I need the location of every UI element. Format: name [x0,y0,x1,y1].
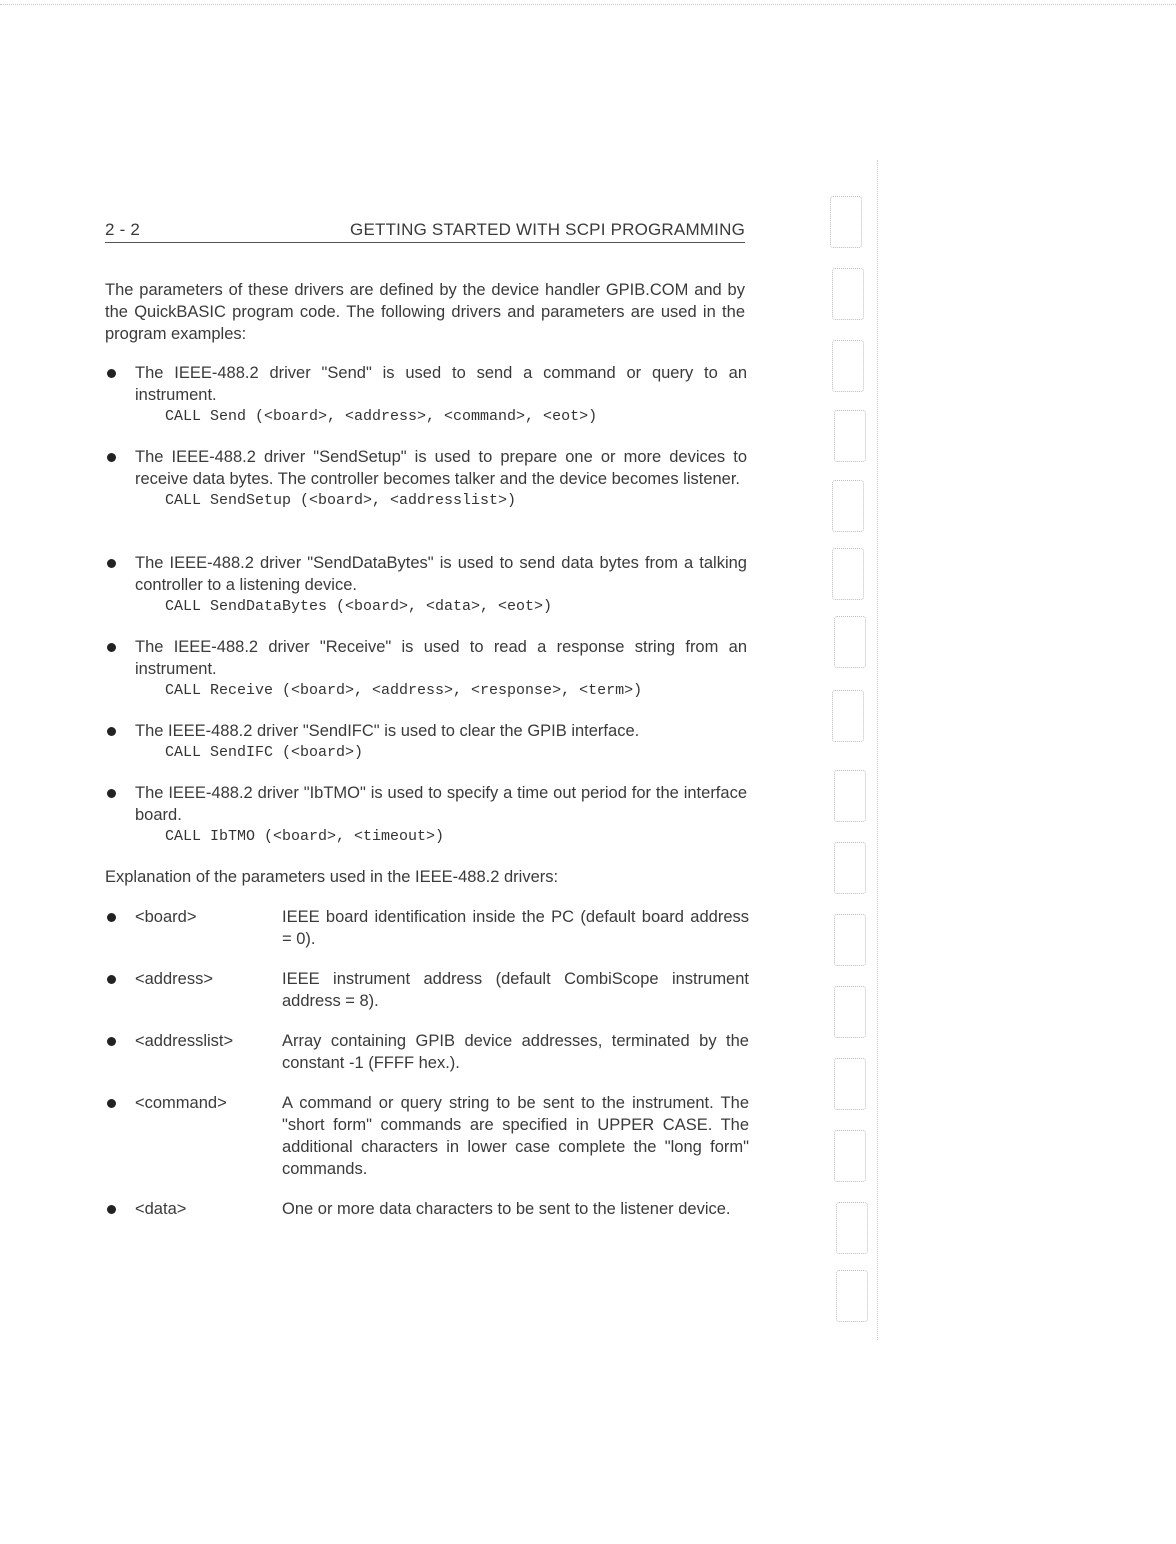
index-tab [830,196,862,248]
driver-description: The IEEE-488.2 driver "Receive" is used to read a response string from an instrument. [135,638,747,678]
bullet-icon [107,1037,116,1046]
bullet-icon [107,975,116,984]
index-tab [834,986,866,1038]
param-description: One or more data characters to be sent to the listener device. [282,1200,731,1218]
param-description: Array containing GPIB device addresses, terminated by the constant -1 (FFFF hex.). [282,1032,749,1072]
param-name: <board> [135,908,197,926]
bullet-icon [107,1205,116,1214]
driver-description: The IEEE-488.2 driver "Send" is used to send a command or query to an instrument. [135,364,747,404]
bullet-icon [107,727,116,736]
driver-code: CALL SendDataBytes (<board>, <data>, <eot>) [165,598,553,615]
driver-code: CALL SendIFC (<board>) [165,744,364,761]
driver-code: CALL IbTMO (<board>, <timeout>) [165,828,445,845]
index-tab [836,1202,868,1254]
bullet-icon [107,1099,116,1108]
index-tab [832,480,864,532]
bullet-icon [107,453,116,462]
param-name: <address> [135,970,213,988]
param-description: IEEE instrument address (default CombiScope instrument address = 8). [282,970,749,1010]
index-tab [832,690,864,742]
index-tab [834,1130,866,1182]
explanation-heading: Explanation of the parameters used in the IEEE-488.2 drivers: [105,868,559,886]
driver-code: CALL Receive (<board>, <address>, <response>, <term>) [165,682,643,699]
scan-edge-line [0,4,1176,5]
param-name: <command> [135,1094,227,1112]
faint-index-tabs [820,160,890,1340]
bullet-icon [107,643,116,652]
page-title: GETTING STARTED WITH SCPI PROGRAMMING [350,220,745,239]
index-tab [834,410,866,462]
index-tab [832,268,864,320]
driver-description: The IEEE-488.2 driver "SendIFC" is used to clear the GPIB interface. [135,722,640,740]
bullet-icon [107,559,116,568]
driver-description: The IEEE-488.2 driver "IbTMO" is used to specify a time out period for the interface board. [135,784,747,824]
index-tab [834,914,866,966]
bullet-icon [107,789,116,798]
page-header [105,218,745,243]
bullet-icon [107,369,116,378]
page-number: 2 - 2 [105,220,141,239]
index-tab [832,340,864,392]
index-tab [834,1058,866,1110]
param-name: <addresslist> [135,1032,234,1050]
intro-paragraph: The parameters of these drivers are defined by the device handler GPIB.COM and by the QuickBASIC program code. The following drivers and parameters are used in the program examples: [105,281,745,343]
index-tab [834,842,866,894]
tab-edge-rule [877,160,878,1340]
index-tab [832,548,864,600]
index-tab [834,770,866,822]
index-tab [834,616,866,668]
driver-code: CALL SendSetup (<board>, <addresslist>) [165,492,517,509]
index-tab [836,1270,868,1322]
param-description: IEEE board identification inside the PC (default board address = 0). [282,908,749,948]
param-description: A command or query string to be sent to the instrument. The "short form" commands are specified in UPPER CASE. The additional characters in lower case complete the "long form" commands. [282,1094,749,1178]
param-name: <data> [135,1200,187,1218]
bullet-icon [107,913,116,922]
driver-description: The IEEE-488.2 driver "SendDataBytes" is used to send data bytes from a talking controller to a listening device. [135,554,747,594]
driver-code: CALL Send (<board>, <address>, <command>, <eot>) [165,408,598,425]
driver-description: The IEEE-488.2 driver "SendSetup" is used to prepare one or more devices to receive data bytes. The controller becomes talker and the device becomes listener. [135,448,747,488]
